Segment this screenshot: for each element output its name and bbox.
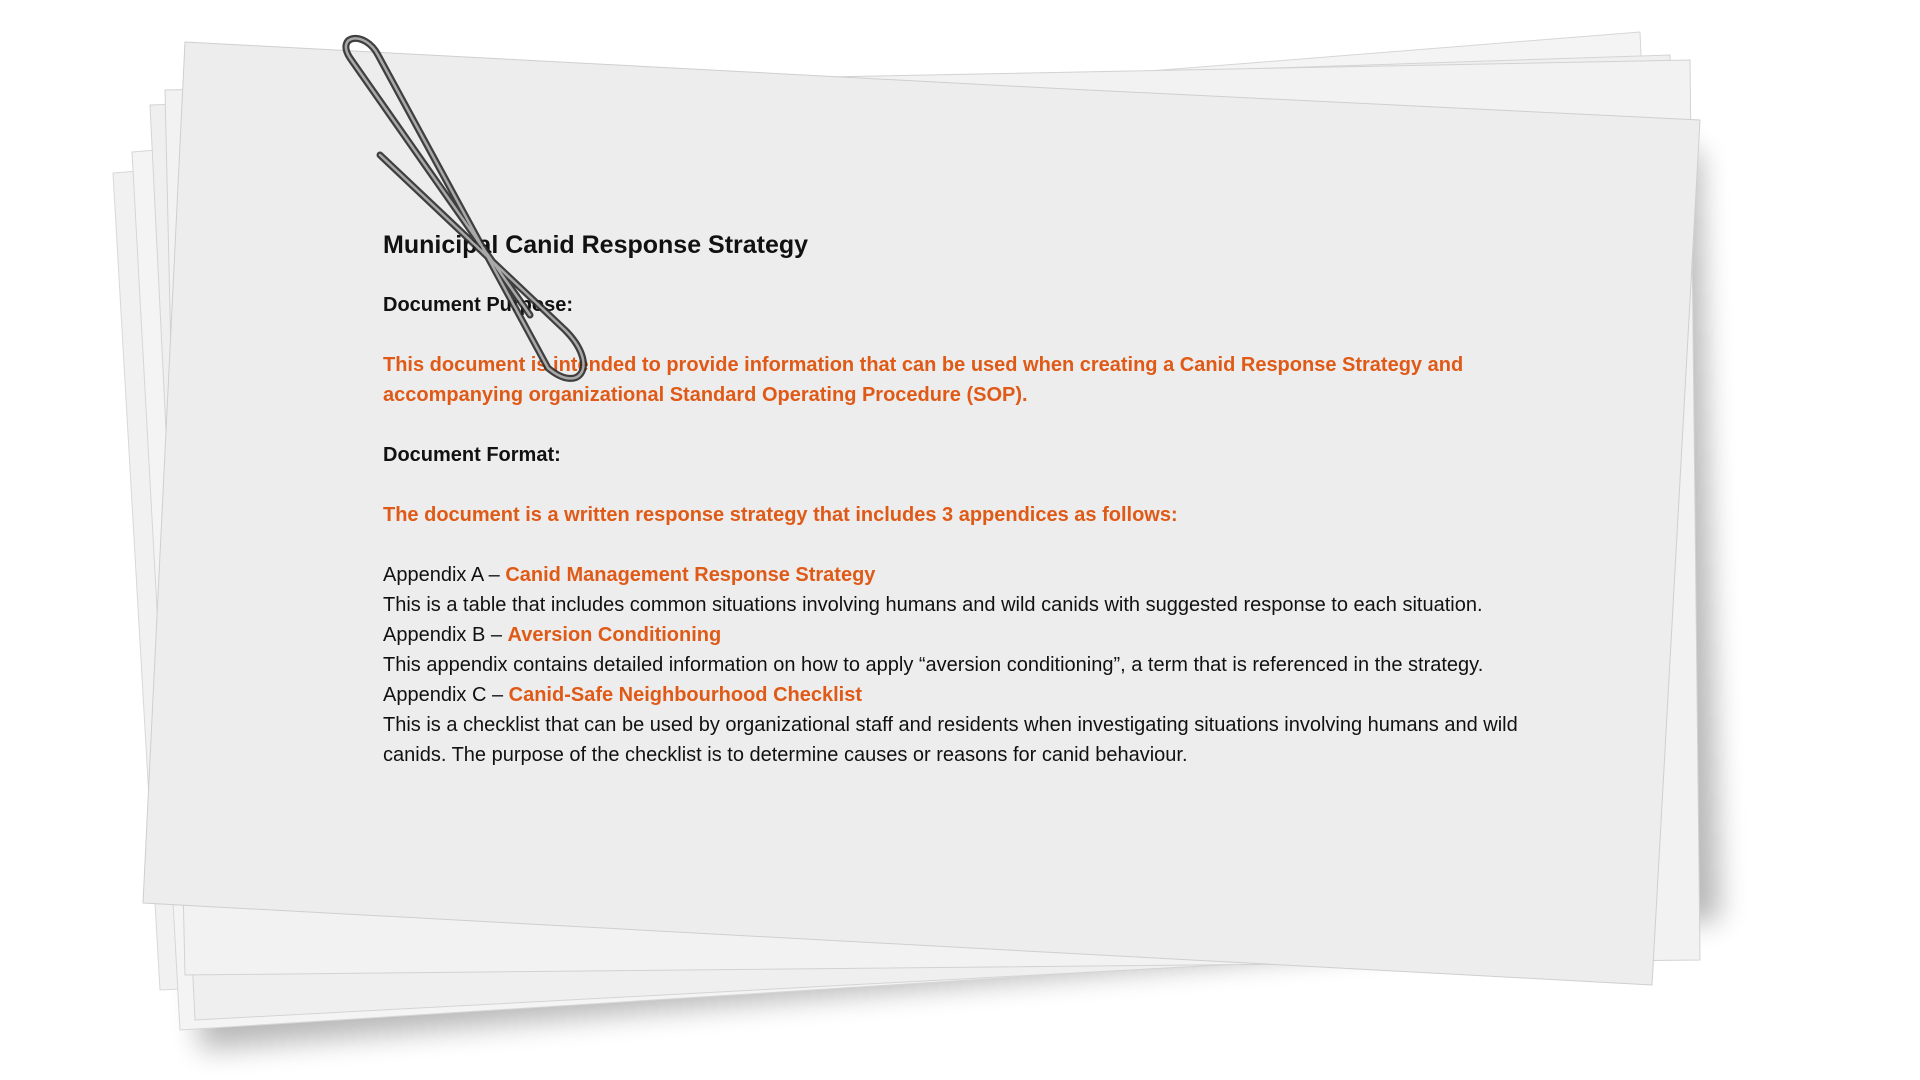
appendix-b-description: This appendix contains detailed information on how to apply “aversion conditioning”, a term that is referenced in the strategy. <box>383 654 1484 676</box>
format-text: The document is a written response strategy that includes 3 appendices as follows: <box>383 504 1178 526</box>
appendix-a-prefix: Appendix A – <box>383 564 506 586</box>
appendix-c-heading <box>383 680 1553 710</box>
appendix-list <box>383 560 1553 770</box>
appendix-c-name: Canid-Safe Neighbourhood Checklist <box>508 684 862 706</box>
appendix-b-prefix: Appendix B – <box>383 624 508 646</box>
appendix-b-heading <box>383 620 1553 650</box>
appendix-c-prefix: Appendix C – <box>383 684 509 706</box>
appendix-a-description: This is a table that includes common situations involving humans and wild canids with suggested response to each situation. <box>383 594 1483 616</box>
purpose-label: Document Purpose: <box>383 294 574 316</box>
appendix-a-name: Canid Management Response Strategy <box>505 564 876 586</box>
purpose-text: This document is intended to provide information that can be used when creating a Canid Response Strategy and accompanying organizational Standard Operating Procedure (SOP). <box>383 354 1464 406</box>
page-title: Municipal Canid Response Strategy <box>383 231 809 259</box>
appendix-c-description: This is a checklist that can be used by organizational staff and residents when investigating situations involving humans and wild canids. The purpose of the checklist is to determine causes or reasons for canid behaviour. <box>383 714 1518 766</box>
format-label: Document Format: <box>383 444 561 466</box>
appendix-a-heading <box>383 560 1553 590</box>
appendix-b-name: Aversion Conditioning <box>507 624 722 646</box>
document-content <box>383 230 1553 770</box>
